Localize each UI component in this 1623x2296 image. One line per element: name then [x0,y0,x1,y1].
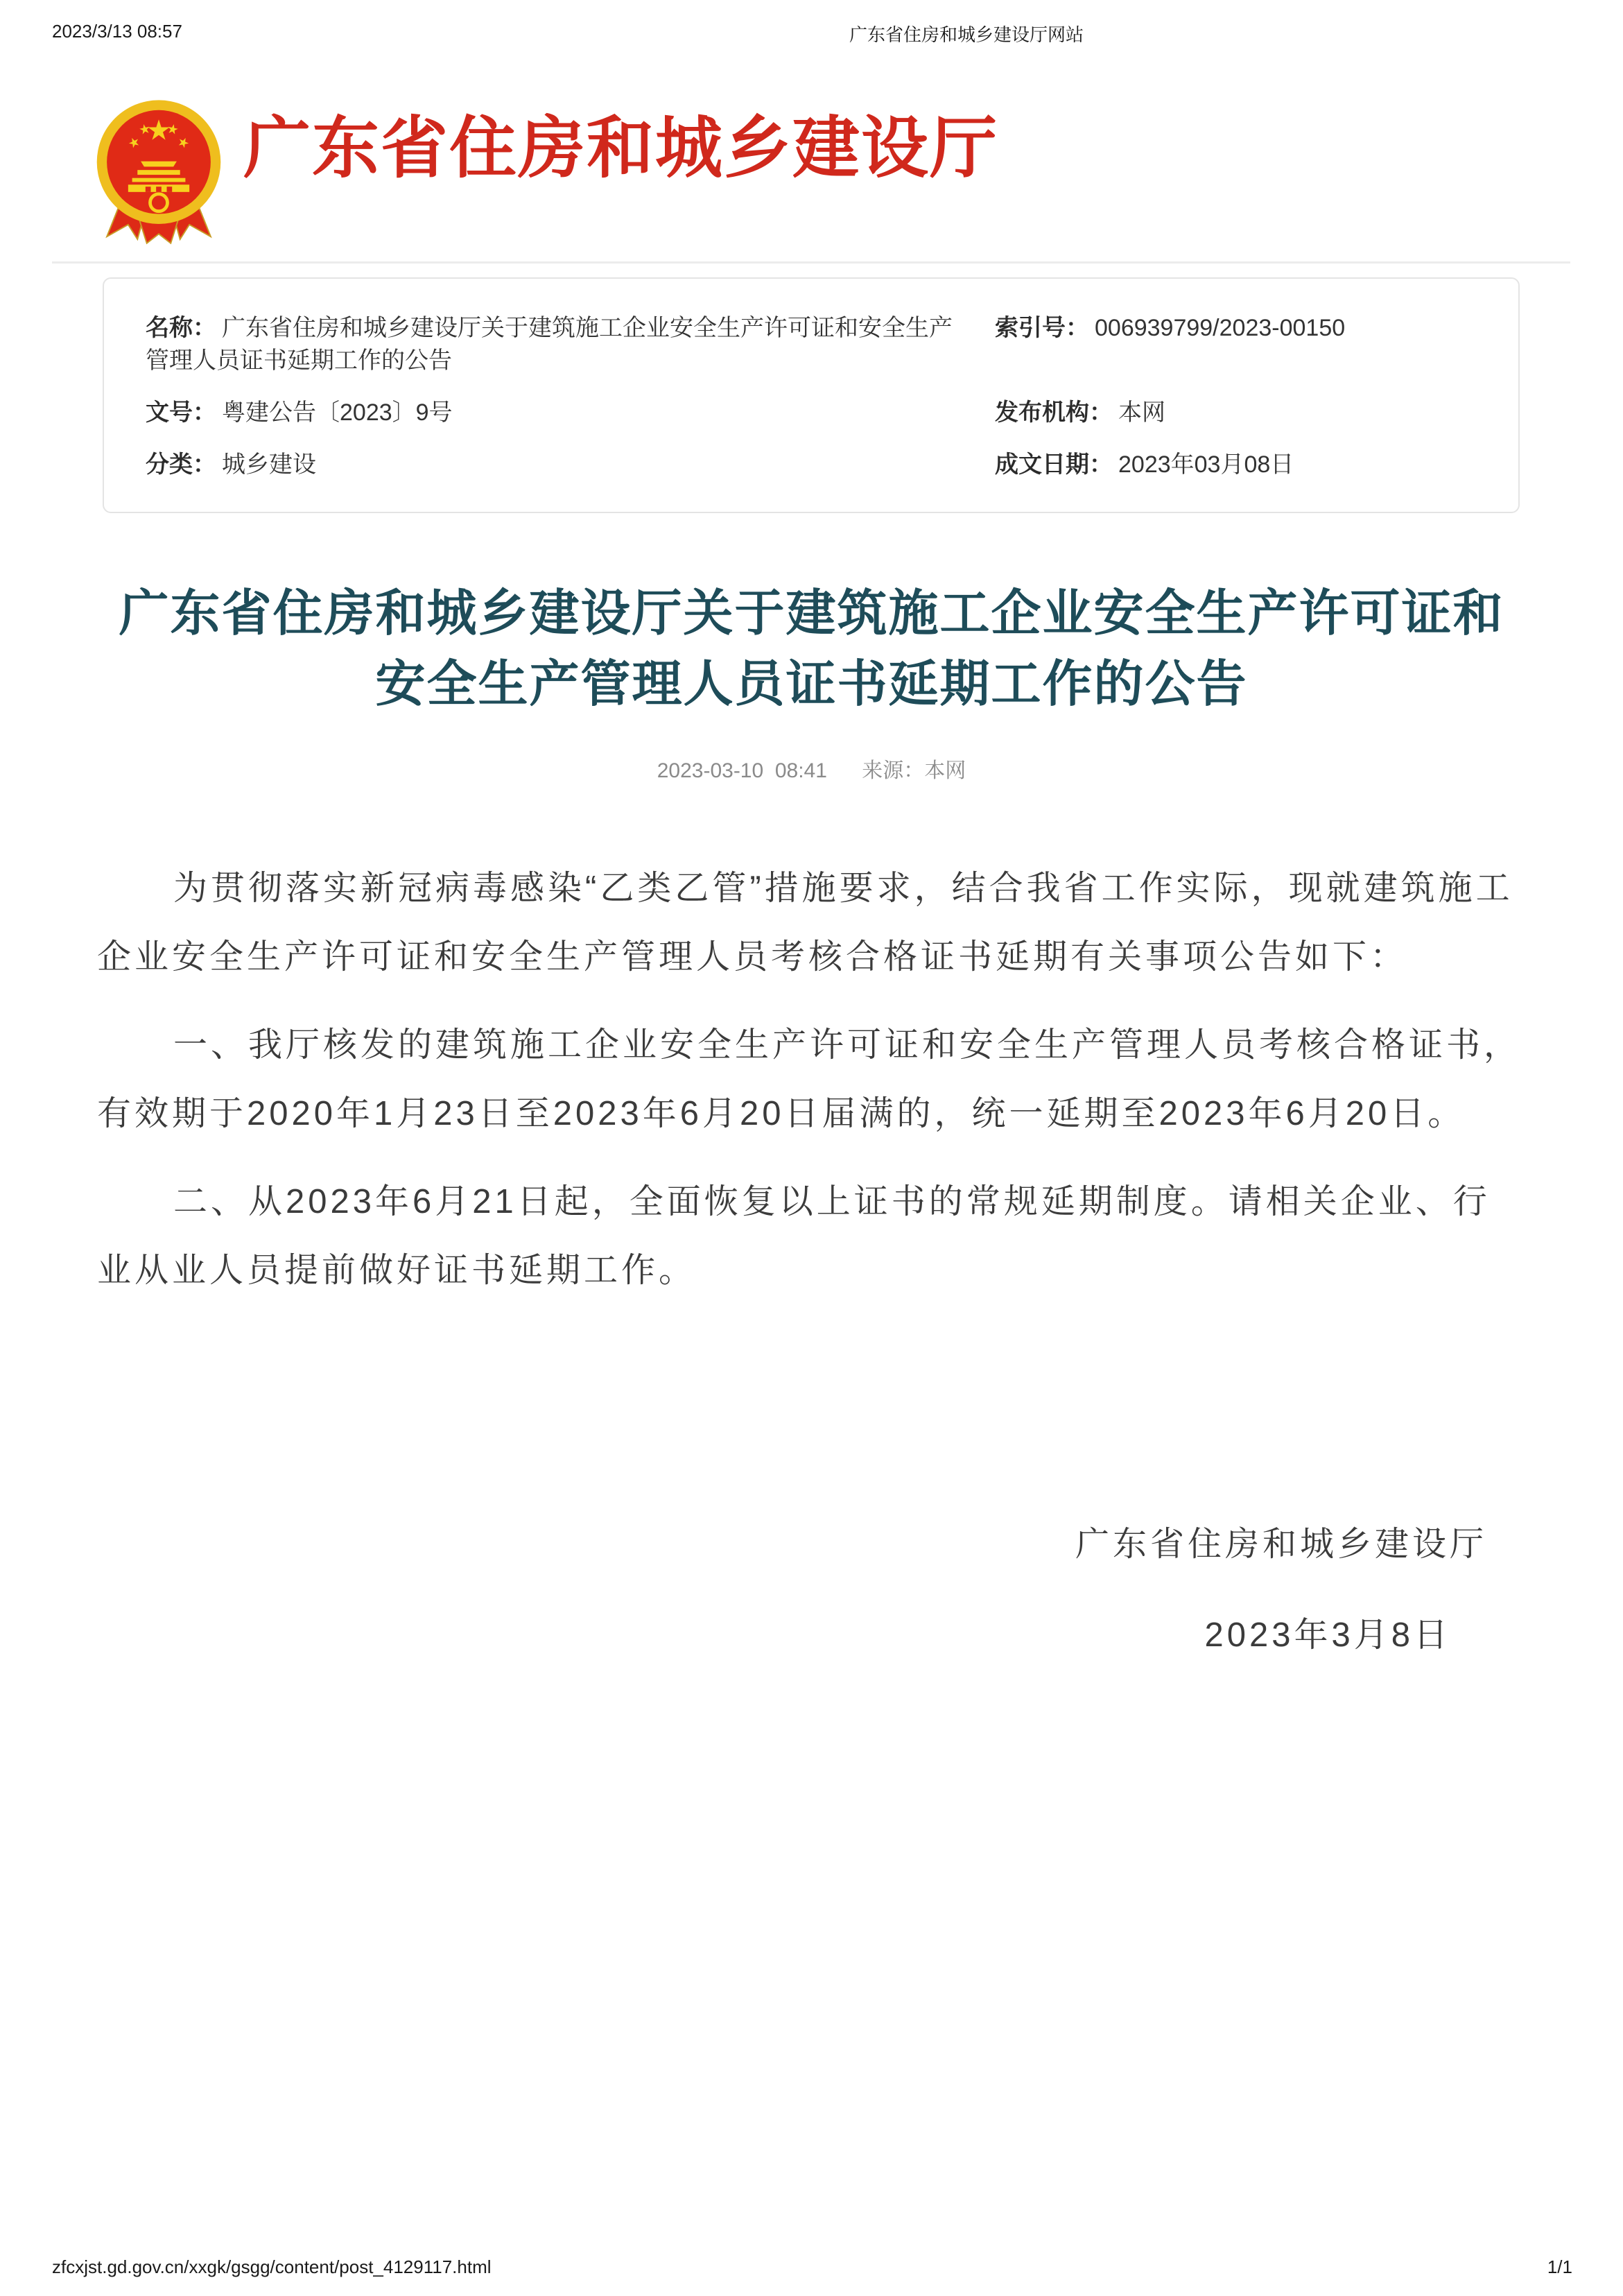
meta-value-agency: 本网 [1118,399,1165,426]
meta-label-agency: 发布机构： [995,399,1113,426]
meta-value-index: 006939799/2023-00150 [1095,315,1346,341]
header-divider [52,261,1570,264]
article-paragraph: 一、我厅核发的建筑施工企业安全生产许可证和安全生产管理人员考核合格证书，有效期于2020年1月23日至2023年6月20日届满的，统一延期至2023年6月20日。 [97,1026,1522,1132]
meta-label-doc-no: 文号： [146,399,216,426]
article-title-line2: 安全生产管理人员证书延期工作的公告 [375,657,1248,712]
article-title [97,578,1526,720]
publish-info [0,753,1623,784]
print-url: zfcxjst.gd.gov.cn/xxgk/gsgg/content/post_4129117.html [52,2256,492,2277]
document-meta-box [103,277,1520,513]
meta-label-index: 索引号： [995,315,1089,341]
print-header [52,21,1571,44]
signature-date: 2023年3月8日 [1204,1616,1451,1654]
meta-field-date [995,449,1477,481]
print-timestamp: 2023/3/13 08:57 [52,21,182,42]
meta-label-date: 成文日期： [995,451,1113,478]
org-name: 广东省住房和城乡建设厅 [243,110,998,186]
print-footer [52,2256,1572,2278]
site-banner [92,99,998,246]
meta-value-name: 广东省住房和城乡建设厅关于建筑施工企业安全生产许可证和安全生产管理人员证书延期工作的公告 [146,315,953,374]
meta-field-doc-no [146,397,967,429]
article-title-line1: 广东省住房和城乡建设厅关于建筑施工企业安全生产许可证和 [119,586,1504,641]
print-page-number: 1/1 [1547,2256,1572,2277]
meta-field-category [146,449,967,481]
article-paragraph: 为贯彻落实新冠病毒感染“乙类乙管”措施要求，结合我省工作实际，现就建筑施工企业安全生产许可证和安全生产管理人员考核合格证书延期有关事项公告如下： [97,870,1513,976]
meta-label-category: 分类： [146,451,216,478]
meta-value-date: 2023年03月08日 [1118,451,1294,478]
meta-field-name [146,312,967,377]
publish-source: 来源：本网 [862,759,966,782]
article-body [97,854,1526,1670]
signature-org: 广东省住房和城乡建设厅 [1075,1526,1487,1563]
national-emblem-icon [92,99,225,246]
meta-field-index [995,312,1477,377]
publish-datetime: 2023-03-10 08:41 [657,759,827,782]
print-site-title: 广东省住房和城乡建设厅网站 [849,24,1084,45]
meta-value-category: 城乡建设 [222,451,316,478]
meta-value-doc-no: 粤建公告〔2023〕9号 [222,399,453,426]
meta-label-name: 名称： [146,315,216,341]
article-paragraph: 二、从2023年6月21日起，全面恢复以上证书的常规延期制度。请相关企业、行业从业人员提前做好证书延期工作。 [97,1183,1491,1289]
meta-field-agency [995,397,1477,429]
